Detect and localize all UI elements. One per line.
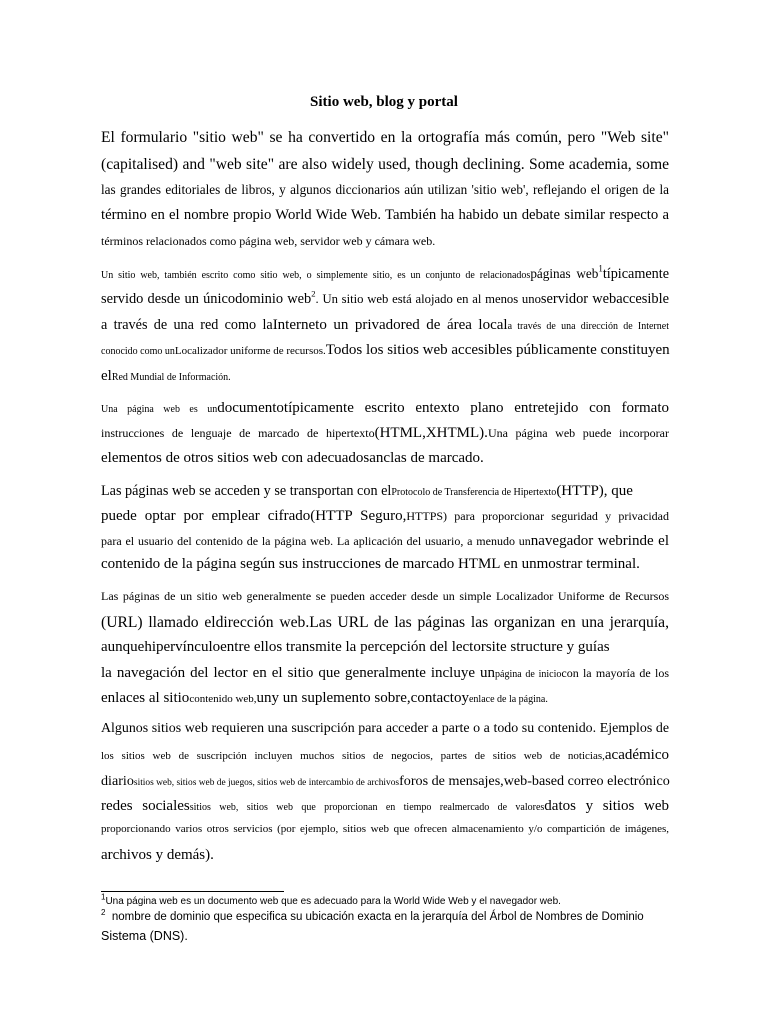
paragraph-line: término en el nombre propio World Wide Web. También ha habido un debate similar respecto a <box>101 207 669 223</box>
document-title: Sitio web, blog y portal <box>310 94 458 110</box>
paragraph-line: servido desde un únicodominio web$^2$. Un sitio web está alojado en al menos unoservidor webaccesible <box>101 288 669 307</box>
paragraph-line: Un sitio web, también escrito como sitio web, o simplemente sitio, es un conjunto de relacionadospáginas web$^1$típicamente <box>101 263 669 282</box>
paragraph-line: para el usuario del contenido de la página web. La aplicación del usuario, a menudo unnavegador webrinde el <box>101 533 670 549</box>
footnote-2-cont: Sistema (DNS). <box>101 929 188 943</box>
paragraph-line: términos relacionados como página web, servidor web y cámara web. <box>101 234 436 248</box>
paragraph-line: (URL) llamado eldirección web.Las URL de las páginas las organizan en una jerarquía, <box>101 614 669 631</box>
footnote-2: $^2$ nombre de dominio que especifica su ubicación exacta en la jerarquía del Árbol de Nombres de Dominio <box>101 908 644 923</box>
paragraph-line: puede optar por emplear cifrado(HTTP Seguro,HTTPS) para proporcionar seguridad y privacidad <box>101 508 669 524</box>
paragraph-line: (capitalised) and "web site" are also widely used, though declining. Some academia, some <box>101 156 669 173</box>
paragraph-line: los sitios web de suscripción incluyen muchos sitios de negocios, partes de sitios web de noticias,académico <box>101 747 669 763</box>
footnote-separator <box>101 891 284 892</box>
paragraph-line: El formulario "sitio web" se ha convertido en la ortografía más común, pero "Web site" <box>101 129 669 146</box>
paragraph-line: redes socialessitios web, sitios web que proporcionan en tiempo realmercado de valoresdatos y sitios web <box>101 798 669 814</box>
paragraph-line: archivos y demás). <box>101 847 214 863</box>
paragraph-line: contenido de la página según sus instrucciones de marcado HTML en unmostrar terminal. <box>101 556 640 572</box>
paragraph-line: la navegación del lector en el sitio que generalmente incluye unpágina de iniciocon la mayoría de los <box>101 665 669 681</box>
paragraph-line: conocido como unLocalizador uniforme de recursos.Todos los sitios web accesibles públicamente constituyen <box>101 342 670 358</box>
paragraph-line: Las páginas web se acceden y se transportan con elProtocolo de Transferencia de Hipertexto(HTTP), que <box>101 483 633 499</box>
paragraph-line: elementos de otros sitios web con adecuadosanclas de marcado. <box>101 450 484 466</box>
paragraph-line: instrucciones de lenguaje de marcado de hipertexto(HTML,XHTML).Una página web puede incorporar <box>101 425 669 441</box>
paragraph-line: proporcionando varios otros servicios (por ejemplo, sitios web que ofrecen almacenamiento y/o compartición de imágenes, <box>101 823 669 835</box>
paragraph-line: elRed Mundial de Información. <box>101 368 231 384</box>
paragraph-line: Algunos sitios web requieren una suscripción para acceder a parte o a todo su contenido. Ejemplos de <box>101 721 669 736</box>
footnote-1: $^1$Una página web es un documento web que es adecuado para la World Wide Web y el navegador web. <box>101 892 561 907</box>
paragraph-line: Las páginas de un sitio web generalmente se pueden acceder desde un simple Localizador Uniforme de Recursos <box>101 589 669 603</box>
paragraph-line: aunquehipervínculoentre ellos transmite la percepción del lectorsite structure y guías <box>101 639 610 655</box>
footnote-ref-2[interactable]: 2 <box>311 288 316 299</box>
footnote-ref-1[interactable]: 1 <box>598 263 603 274</box>
paragraph-line: diariositios web, sitios web de juegos, sitios web de intercambio de archivosforos de mensajes,web-based correo electrónico <box>101 773 670 789</box>
paragraph-line: a través de una red como laInterneto un privadored de área locala través de una dirección de Internet <box>101 317 669 333</box>
paragraph-line: Una página web es undocumentotípicamente escrito entexto plano entretejido con formato <box>101 400 670 416</box>
paragraph-line: enlaces al sitiocontenido web,uny un suplemento sobre,contactoyenlace de la página. <box>101 690 548 706</box>
paragraph-line: las grandes editoriales de libros, y algunos diccionarios aún utilizan 'sitio web', reflejando el origen de la <box>101 182 669 197</box>
